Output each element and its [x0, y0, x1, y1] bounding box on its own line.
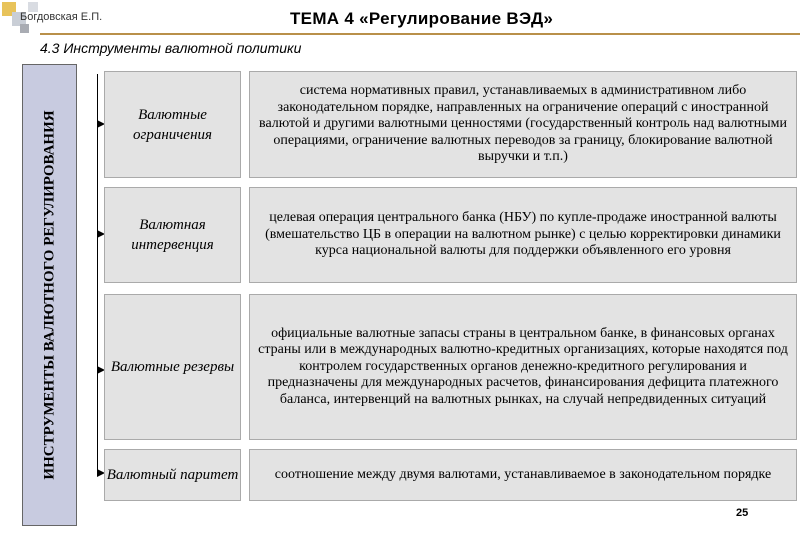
slide-title: ТЕМА 4 «Регулирование ВЭД» — [290, 9, 554, 28]
definition-box — [249, 187, 797, 283]
sidebar-panel — [22, 64, 77, 526]
definition-text: система нормативных правил, устанавливаемых в административном либо законодательном порядке, направленных на ограничение операций с иностранной валютой и другими валютными ценностями (государственный контроль над валютными операциями, ограничение валютных переводов за границу, блокирование валютной выручки и т.п.) — [259, 83, 787, 165]
author-name: Богдовская Е.П. — [20, 11, 103, 23]
term-box — [104, 294, 241, 440]
term-label: Валютный паритет — [106, 467, 239, 483]
decor-square — [20, 24, 29, 33]
term-label: Валютная интервенция — [131, 217, 214, 253]
section-subtitle: 4.3 Инструменты валютной политики — [40, 40, 302, 56]
definition-text: соотношение между двумя валютами, устанавливаемое в законодательном порядке — [274, 466, 772, 482]
term-box — [104, 71, 241, 178]
term-box — [104, 187, 241, 283]
term-box — [104, 449, 241, 501]
definition-box — [249, 294, 797, 440]
term-label: Валютные резервы — [110, 359, 235, 375]
sidebar-label: ИНСТРУМЕНТЫ ВАЛЮТНОГО РЕГУЛИРОВАНИЯ — [41, 110, 57, 480]
title-divider — [40, 33, 800, 35]
definition-box — [249, 71, 797, 178]
definition-text: официальные валютные запасы страны в центральном банке, в финансовых органах страны или в международных валютно-кредитных организациях, которые находятся под контролем государственных органов денежно-кредитного регулирования и предназначены для международных расчетов, финансирования дефицита платежного баланса, интервенций на валютных рынках, на случай непредвиденных ситуаций — [258, 325, 788, 407]
definition-text: целевая операция центрального банка (НБУ) по купле-продаже иностранной валюты (вмешательство ЦБ в операции на валютном рынке) с целью корректировки динамики курса национальной валюты для поддержки объявленного его уровня — [265, 210, 781, 259]
term-label: Валютные ограничения — [132, 106, 213, 143]
definition-box — [249, 449, 797, 501]
page-number: 25 — [736, 507, 749, 519]
connector-vertical — [97, 74, 98, 474]
